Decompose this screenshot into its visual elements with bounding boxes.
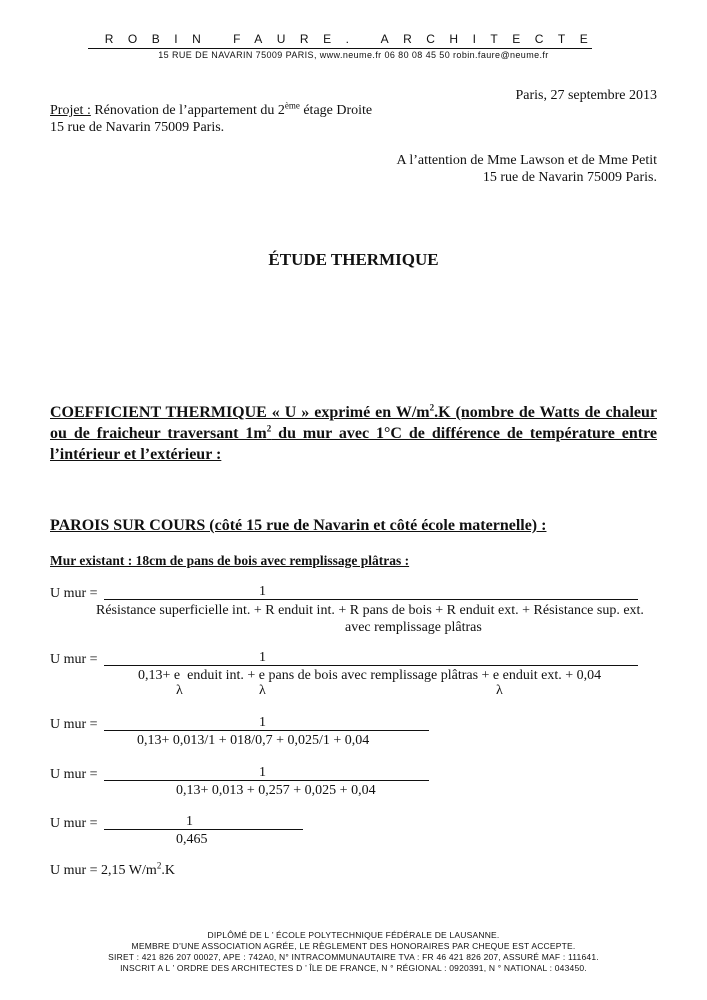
- formula-2-numerator: 1: [259, 650, 266, 665]
- coefficient-superscript-1: 2: [429, 402, 435, 413]
- letterhead-rule: [88, 48, 592, 49]
- formula-2-fraction-bar: [104, 665, 638, 666]
- document-title: ÉTUDE THERMIQUE: [268, 250, 439, 269]
- lambda-symbol: λ: [496, 683, 503, 698]
- letterhead-address: 15 RUE DE NAVARIN 75009 PARIS, www.neume.fr 06 80 08 45 50 robin.faure@neume.fr: [158, 50, 549, 60]
- footer-line-4: INSCRIT A L ’ ORDRE DES ARCHITECTES D ’ ÎLE DE FRANCE, N ° RÉGIONAL : 0920391, N ° NATIONAL : 043450.: [120, 963, 587, 973]
- project-label: Projet :: [50, 103, 91, 118]
- project-description: Rénovation de l’appartement du 2: [94, 103, 285, 118]
- project-description-end: étage Droite: [299, 103, 373, 118]
- formula-4-denominator: 0,13+ 0,013 + 0,257 + 0,025 + 0,04: [176, 783, 376, 798]
- subsection-heading: Mur existant : 18cm de pans de bois avec remplissage plâtras :: [50, 553, 410, 568]
- lambda-symbol: λ: [259, 683, 266, 698]
- coefficient-superscript-2: 2: [266, 423, 272, 434]
- result-superscript: 2: [156, 860, 162, 871]
- formula-1-fraction-bar: [104, 599, 638, 600]
- result-unit: .K: [161, 863, 175, 878]
- formula-4-numerator: 1: [259, 765, 266, 780]
- section-heading: PAROIS SUR COURS (côté 15 rue de Navarin et côté école maternelle) :: [50, 517, 547, 534]
- footer-line-3: SIRET : 421 826 207 00027, APE : 742A0, N° INTRACOMMUNAUTAIRE TVA : FR 46 421 826 207, ASSURÉ MAF : 111641.: [108, 952, 599, 962]
- formula-4-fraction-bar: [104, 780, 429, 781]
- formula-1-denominator: Résistance superficielle int. + R enduit int. + R pans de bois + R enduit ext. + Résistance sup. ext.: [96, 603, 644, 618]
- project-floor-superscript: ème: [284, 100, 300, 111]
- coefficient-text-3: du mur avec 1°C de différence de température entre l’intérieur et l’extérieur :: [50, 425, 658, 463]
- project-line-1: [50, 100, 373, 119]
- formula-3-numerator: 1: [259, 715, 266, 730]
- formula-4-label: U mur =: [50, 767, 98, 782]
- project-address: 15 rue de Navarin 75009 Paris.: [50, 120, 225, 135]
- formula-1-denominator-line-2: avec remplissage plâtras: [345, 620, 482, 635]
- coefficient-text-2: .K (nombre de Watts de chaleur ou de fraicheur traversant 1m: [50, 404, 657, 442]
- formula-5-denominator: 0,465: [176, 832, 208, 847]
- formula-3-fraction-bar: [104, 730, 429, 731]
- formula-5-fraction-bar: [104, 829, 303, 830]
- formula-5-numerator: 1: [186, 814, 193, 829]
- recipient-line-1: A l’attention de Mme Lawson et de Mme Petit: [396, 153, 657, 168]
- coefficient-heading: [50, 402, 657, 465]
- footer-line-2: MEMBRE D’UNE ASSOCIATION AGRÉE, LE RÈGLEMENT DES HONORAIRES PAR CHEQUE EST ACCEPTE.: [131, 941, 576, 951]
- coefficient-text-1: COEFFICIENT THERMIQUE « U » exprimé en W/m: [50, 404, 430, 421]
- formula-2-label: U mur =: [50, 652, 98, 667]
- lambda-symbol: λ: [176, 683, 183, 698]
- formula-1-numerator: 1: [259, 584, 266, 599]
- formula-5-label: U mur =: [50, 816, 98, 831]
- formula-3-denominator: 0,13+ 0,013/1 + 018/0,7 + 0,025/1 + 0,04: [137, 733, 370, 748]
- recipient-address: 15 rue de Navarin 75009 Paris.: [482, 170, 657, 185]
- formula-1-label: U mur =: [50, 586, 98, 601]
- result-text: U mur = 2,15 W/m: [50, 863, 157, 878]
- footer-line-1: DIPLÔMÉ DE L ’ ÉCOLE POLYTECHNIQUE FÉDÉRALE DE LAUSANNE.: [207, 930, 500, 940]
- formula-2-denominator: 0,13+ e enduit int. + e pans de bois avec remplissage plâtras + e enduit ext. + 0,04: [138, 668, 602, 683]
- formula-3-label: U mur =: [50, 717, 98, 732]
- letter-date: Paris, 27 septembre 2013: [515, 88, 657, 103]
- letterhead-firm-name: ROBIN FAURE. ARCHITECTE: [104, 32, 603, 46]
- result-line: [50, 860, 175, 879]
